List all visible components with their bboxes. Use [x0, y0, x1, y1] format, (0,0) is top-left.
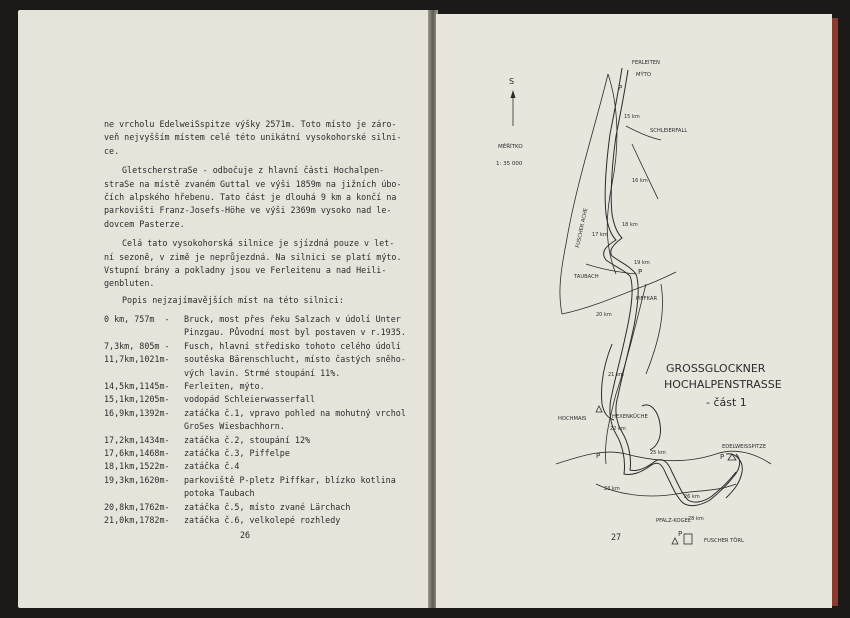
scale-value: 1: 35 000	[496, 161, 523, 167]
parking-marker: P	[618, 84, 623, 92]
itinerary-description: zatáčka č.6, velkolepé rozhledy	[184, 515, 341, 525]
paragraph-line: Celá tato vysokohorská silnice je sjízdná pouze v let-	[122, 238, 395, 249]
itinerary-km: 21,0km,1782m-	[104, 515, 170, 525]
km-mark: 17 km	[592, 232, 608, 238]
label-schleierfall: SCHLEIERFALL	[650, 128, 688, 134]
paragraph-line: ce.	[104, 145, 120, 156]
itinerary-description: vodopád Schleierwasserfall	[184, 394, 316, 405]
itinerary-description: zatáčka č.1, vpravo pohled na mohutný vrchol	[184, 407, 406, 418]
itinerary-description: GroSes Wiesbachhorn.	[184, 421, 285, 432]
paragraph-line: ne vrcholu EdelweiSspitze výšky 2571m. Toto místo je záro-	[104, 119, 397, 129]
itinerary-description: zatáčka č.5, místo zvané Lärchach	[184, 501, 351, 512]
itinerary-description: Fusch, hlavní středisko tohoto celého údolí	[184, 340, 401, 351]
map-title: GROSSGLOCKNER	[666, 362, 766, 375]
paragraph-line: genbluten.	[104, 278, 155, 289]
km-mark: 22 km	[610, 426, 626, 432]
paragraph-line: dovcem Pasterze.	[104, 218, 185, 229]
itinerary-description: Bruck, most přes řeku Salzach v údolí Unter	[184, 314, 401, 324]
itinerary-description: zatáčka č.4	[184, 461, 240, 472]
label-hochmais: HOCHMAIS	[558, 416, 587, 422]
itinerary-km: 14,5km,1145m-	[104, 381, 170, 391]
paragraph-line: straSe na místě zvaném Guttal ve výši 1859m na jižních úbo-	[104, 178, 402, 189]
itinerary-km: 17,6km,1468m-	[104, 448, 170, 458]
right-page	[436, 14, 832, 608]
itinerary-description: zatáčka č.2, stoupání 12%	[184, 434, 311, 445]
itinerary-description: Pinzgau. Původní most byl postaven v r.1935.	[184, 327, 406, 338]
itinerary-description: Ferleiten, mýto.	[184, 381, 265, 391]
label-edelweisspitze: EDELWEISSPITZE	[722, 444, 767, 450]
label-fuscher-ache: FUSCHER ACHE	[575, 207, 590, 249]
itinerary-km: 11,7km,1021m-	[104, 354, 170, 365]
paragraph-line: ní sezoně, v zimě je neprůjezdná. Na silnici se platí mýto.	[104, 251, 402, 262]
terrain-lines	[556, 74, 771, 496]
label-myto: MÝTO	[636, 72, 651, 78]
parking-marker: P	[720, 453, 725, 461]
book-edge	[832, 18, 838, 606]
itinerary-km: 15,1km,1205m-	[104, 394, 170, 405]
itinerary-km: 7,3km, 805m -	[104, 340, 170, 351]
itinerary-km: 0 km, 757m -	[104, 314, 170, 324]
left-page	[18, 10, 430, 608]
label-piffkar: PIFFKAR	[636, 296, 658, 302]
km-mark: 20 km	[596, 312, 612, 318]
km-mark: 25 km	[650, 450, 666, 456]
itinerary-description: vých lavin. Strmé stoupání 11%.	[184, 367, 341, 378]
paragraph-line: čích alpského hřebenu. Tato část je dlouhá 9 km a končí na	[104, 192, 397, 202]
paragraph-line: veň nejvyšším místem celé této unikátní vysokohorské silni-	[104, 132, 402, 143]
page-number-left: 26	[240, 530, 251, 540]
km-mark: 23 km	[604, 486, 620, 492]
label-ferleiten: FERLEITEN	[632, 60, 660, 66]
parking-marker: P	[678, 530, 683, 538]
km-mark: 21 km	[608, 372, 624, 378]
km-mark: 16 km	[632, 178, 648, 184]
label-taubach: TAUBACH	[574, 274, 599, 280]
itinerary-km: 19,3km,1620m-	[104, 474, 170, 485]
itinerary-km: 16,9km,1392m-	[104, 407, 170, 418]
paragraph-line: parkovišti Franz-Josefs-Höhe ve výši 2369m vysoko nad le-	[104, 205, 392, 216]
parking-marker: P	[596, 452, 601, 460]
km-mark: 28 km	[688, 516, 704, 522]
itinerary-description: zatáčka č.3, Piffelpe	[184, 448, 290, 458]
km-mark: 26 km	[684, 494, 700, 500]
map-subtitle: - část 1	[706, 396, 747, 409]
paragraph-line: Vstupní brány a pokladny jsou ve Ferleitenu a nad Heili-	[104, 265, 387, 275]
page-number-right: 27	[611, 532, 622, 542]
itinerary-km: 18,1km,1522m-	[104, 461, 170, 472]
itinerary-km: 17,2km,1434m-	[104, 434, 170, 445]
scale-label: MĚŘÍTKO	[498, 144, 523, 150]
itinerary-description: potoka Taubach	[184, 488, 255, 499]
paragraph-line: GletscherstraSe - odbočuje z hlavní části Hochalpen-	[122, 165, 385, 176]
label-hexenkuche: HEXENKÜCHE	[612, 414, 648, 420]
road-map	[436, 14, 832, 608]
label-fuscher-torl: FUSCHER TÖRL	[704, 538, 744, 544]
north-arrow-icon	[511, 90, 516, 126]
itinerary-km: 20,8km,1762m-	[104, 501, 170, 512]
km-mark: 15 km	[624, 114, 640, 120]
parking-marker: P	[638, 268, 643, 276]
map-title-line2: HOCHALPENSTRASSE	[664, 378, 782, 391]
km-mark: 18 km	[622, 222, 638, 228]
north-label: S	[509, 77, 515, 86]
itinerary-description: parkoviště P-pletz Piffkar, blízko kotlina	[184, 474, 396, 485]
itinerary-heading: Popis nejzajímavějších míst na této silnici:	[122, 295, 344, 305]
label-pfalzkogel: PFALZ-KOGEL	[656, 518, 691, 524]
itinerary-description: soutěska Bärenschlucht, místo častých sněho-	[184, 354, 406, 365]
km-mark: 19 km	[634, 260, 650, 266]
